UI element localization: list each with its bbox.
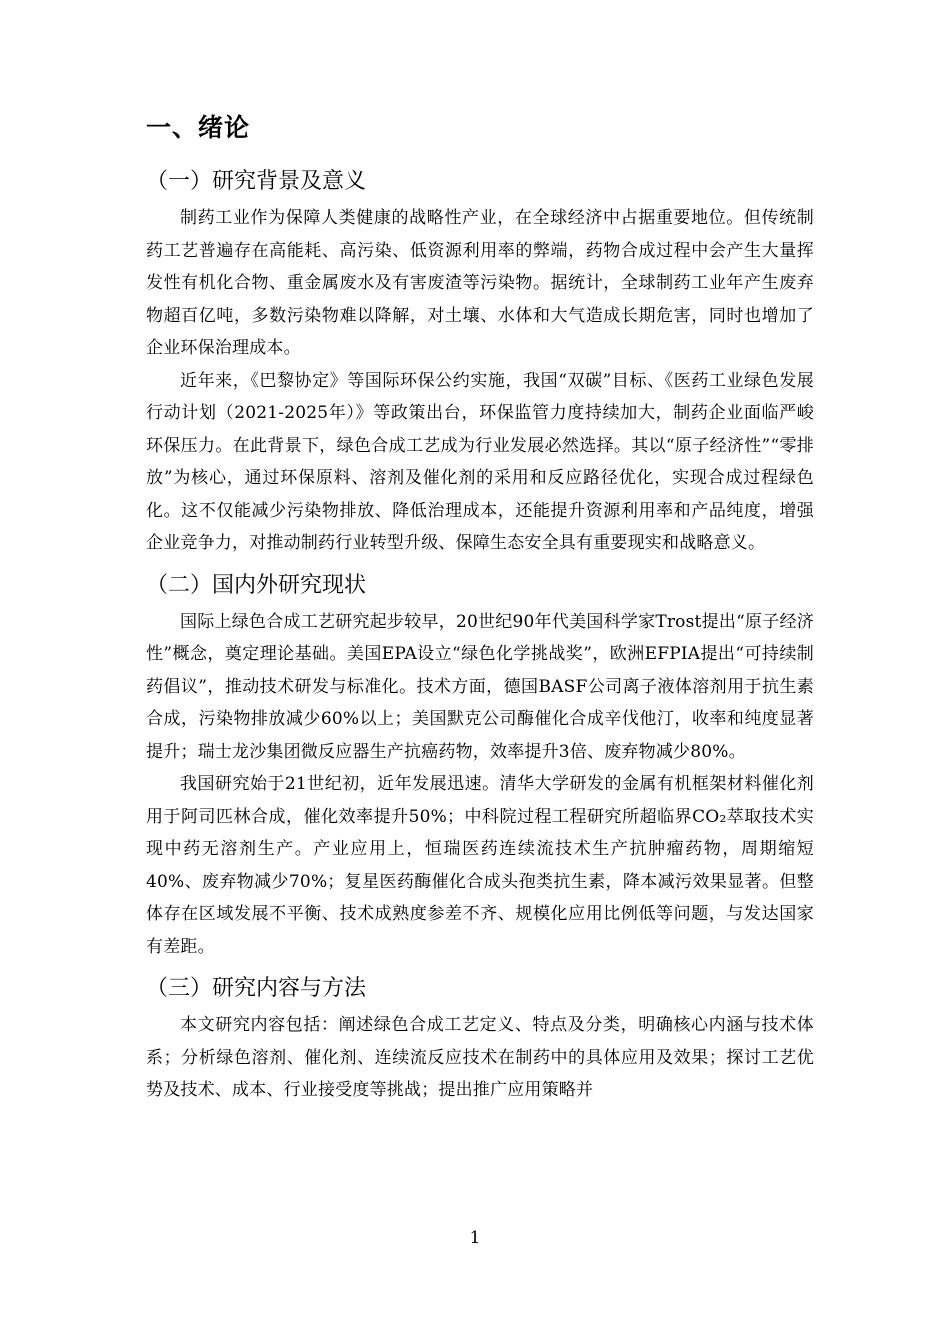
section-title-background: （一）研究背景及意义 (146, 169, 367, 194)
page-content (146, 108, 814, 1107)
paragraph-background-1: 制药工业作为保障人类健康的战略性产业，在全球经济中占据重要地位。但传统制药工艺普遍存在高能耗、高污染、低资源利用率的弊端，药物合成过程中会产生大量挥发性有机化合物、重金属废水及有害废渣等污染物。据统计，全球制药工业年产生废弃物超百亿吨，多数污染物难以降解，对土壤、水体和大气造成长期危害，同时也增加了企业环保治理成本。 (146, 208, 814, 358)
chapter-heading: 一、绪论 (146, 113, 251, 142)
paragraph-content-methods: 本文研究内容包括：阐述绿色合成工艺定义、特点及分类，明确核心内涵与技术体系；分析绿色溶剂、催化剂、连续流反应技术在制药中的具体应用及效果；探讨工艺优势及技术、成本、行业接受度等挑战；提出推广应用策略并 (146, 1015, 814, 1100)
section-title-content-methods: （三）研究内容与方法 (146, 976, 367, 1001)
section-title-research-status: （二）国内外研究现状 (146, 572, 367, 598)
paragraph-background-2: 近年来，《巴黎协定》等国际环保公约实施，我国“双碳”目标、《医药工业绿色发展行动计划（2021-2025年）》等政策出台，环保监管力度持续加大，制药企业面临严峻环保压力。在此背景下，绿色合成工艺成为行业发展必然选择。其以“原子经济性”“零排放”为核心，通过环保原料、溶剂及催化剂的采用和反应路径优化，实现合成过程绿色化。这不仅能减少污染物排放、降低治理成本，还能提升资源利用率和产品纯度，增强企业竞争力，对推动制药行业转型升级、保障生态安全具有重要现实和战略意义。 (146, 370, 814, 553)
page-number: 1 (469, 1228, 481, 1248)
paragraph-status-domestic: 我国研究始于21世纪初，近年发展迅速。清华大学研发的金属有机框架材料催化剂用于阿司匹林合成，催化效率提升50%；中科院过程工程研究所超临界CO₂萃取技术实现中药无溶剂生产。产业应用上，恒瑞医药连续流技术生产抗肿瘤药物，周期缩短40%、废弃物减少70%；复星医药酶催化合成头孢类抗生素，降本减污效果显著。但整体存在区域发展不平衡、技术成熟度参差不齐、规模化应用比例低等问题，与发达国家有差距。 (146, 774, 814, 957)
paragraph-status-international: 国际上绿色合成工艺研究起步较早，20世纪90年代美国科学家Trost提出“原子经济性”概念，奠定理论基础。美国EPA设立“绿色化学挑战奖”，欧洲EFPIA提出“可持续制药倡议”，推动技术研发与标准化。技术方面，德国BASF公司离子液体溶剂用于抗生素合成，污染物排放减少60%以上；美国默克公司酶催化合成辛伐他汀，收率和纯度显著提升；瑞士龙沙集团微反应器生产抗癌药物，效率提升3倍、废弃物减少80%。 (146, 611, 814, 762)
